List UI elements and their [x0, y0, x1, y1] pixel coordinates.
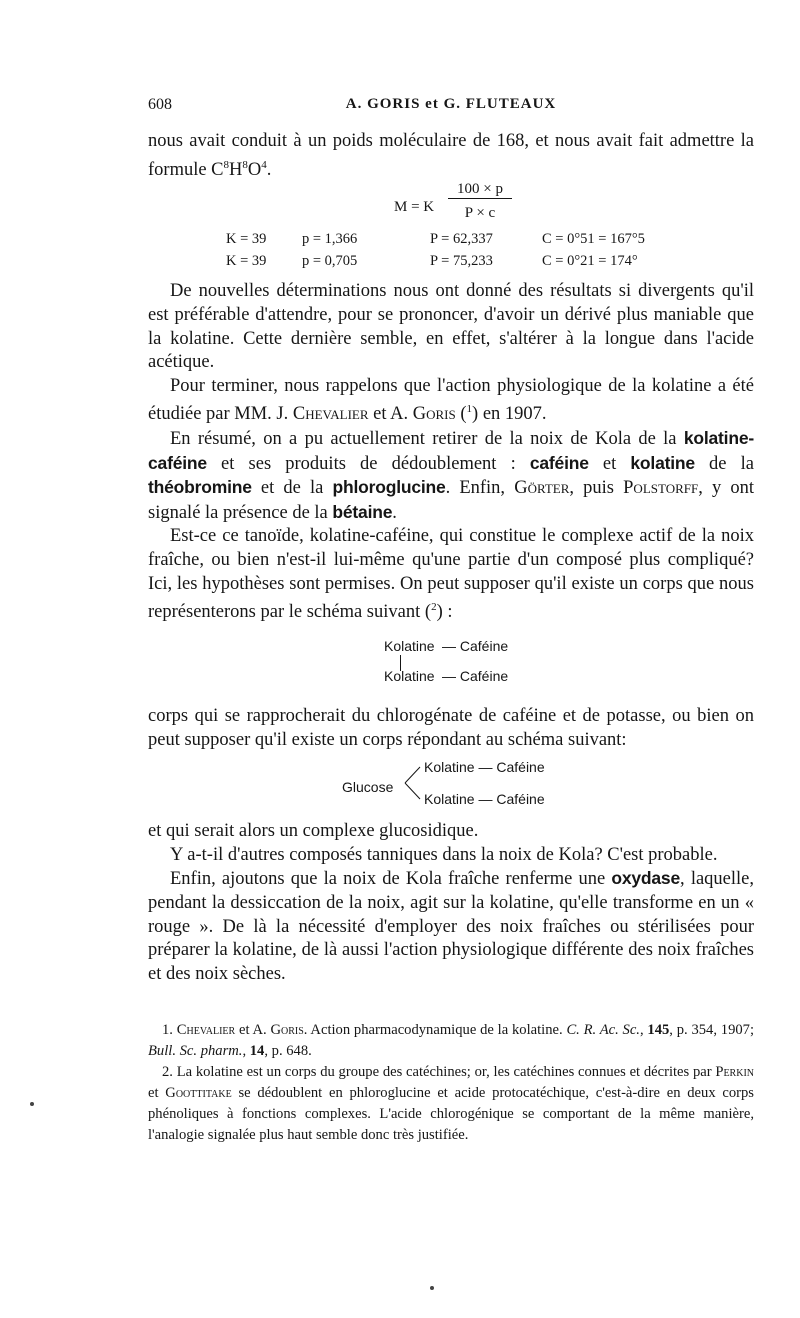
running-title: A. GORIS et G. FLUTEAUX: [345, 96, 557, 112]
page-number: 608: [148, 96, 172, 113]
footnote-2: [148, 1062, 754, 1146]
p3-text-b: et A.: [368, 404, 413, 425]
p4-text-b: et ses produits de dédoublement :: [206, 453, 530, 474]
p1-end: .: [266, 159, 272, 180]
fn1-volume: 145: [647, 1022, 670, 1038]
determinations-table: [148, 228, 754, 280]
p1-mid2: O: [247, 159, 262, 180]
schema1-bottom-left: Kolatine: [384, 667, 435, 684]
body-text: [148, 130, 754, 986]
term-betaine: bétaine: [332, 501, 393, 522]
fn1-chevalier: Chevalier: [176, 1022, 236, 1038]
term-kolatine: kolatine: [630, 452, 695, 473]
fn1-text-f: , p. 648.: [264, 1043, 312, 1059]
fn1-text-a: et A.: [235, 1022, 271, 1038]
p1-sup3: 4: [261, 158, 267, 171]
schema-2: [148, 756, 754, 814]
p1-mid: H: [229, 159, 243, 180]
paragraph-6: corps qui se rapprocherait du chlorogénate de caféine et de potasse, ou bien on peut supposer qu'il existe un corps répondant au schéma suivant:: [148, 705, 754, 750]
author-gorter: Görter: [514, 478, 570, 499]
p5-text: Est-ce ce tanoïde, kolatine-caféine, qui constitue le complexe actif de la noix fraîche, ou bien n'est-il lui-même qu'une partie d'un composé plus compliqué? Ici, les hypothèses sont permises. On peut supposer qu'il existe un corps que nous représenterons par le schéma suivant: [148, 526, 754, 623]
fraction-bar: [448, 198, 512, 199]
fn1-volume-2: 14: [249, 1043, 265, 1059]
paragraph-9: [148, 867, 754, 986]
footnote-ref-2: 2: [431, 601, 437, 614]
formula-lhs: M = K: [394, 199, 435, 216]
term-oxydase: oxydase: [611, 868, 681, 889]
author-chevalier: Chevalier: [292, 404, 369, 425]
paragraph-5: Est-ce ce tanoïde, kolatine-caféine, qui constitue le complexe actif de la noix fraîche, ou bien n'est-il lui-même qu'une partie d'un composé plus compliqué? Ici, les hypothèses sont permises. On peut supposer qu'il existe un corps que nous représenterons par le schéma suivant ($^2$) :: [148, 526, 754, 623]
term-phloroglucine: phloroglucine: [332, 477, 446, 498]
fn1-text-e: ,: [242, 1043, 250, 1059]
p4-text-e: et de la: [251, 478, 333, 499]
schema2-branch-lines: [402, 762, 424, 804]
fn1-text-d: , p. 354, 1907;: [669, 1022, 755, 1038]
table-cell-p: p = 1,366: [302, 231, 358, 248]
table-cell-c: C = 0°21 = 174°: [542, 253, 638, 270]
paragraph-7: et qui serait alors un complexe glucosidique.: [148, 821, 479, 842]
running-header: [148, 96, 754, 120]
fn1-goris: Goris: [270, 1022, 304, 1038]
table-cell-k: K = 39: [226, 253, 267, 270]
table-cell-c: C = 0°51 = 167°5: [542, 231, 645, 248]
schema-1: [148, 631, 754, 697]
scan-speck: [430, 1286, 434, 1290]
fn2-text-a: La kolatine est un corps du groupe des catéchines; or, les catéchines connues et décrites par: [176, 1064, 716, 1080]
author-polstorff: Polstorff: [623, 478, 699, 499]
fn2-perkin: Perkin: [715, 1064, 754, 1080]
fn1-journal-cr: C. R. Ac. Sc.: [566, 1022, 640, 1038]
footnote-2-number: 2.: [162, 1064, 173, 1080]
term-cafeine: caféine: [529, 452, 589, 473]
p4-text-d: de la: [694, 453, 754, 474]
p1-text: nous avait conduit à un poids moléculaire de 168, et nous avait fait admettre la formule C: [148, 131, 754, 180]
table-cell-p: p = 0,705: [302, 253, 358, 270]
fn2-text-b: et: [148, 1085, 166, 1101]
fn2-text-c: se dédoublent en phloroglucine et acide protocatéchique, c'est-à-dire en deux corps phénoliques à fonctions complexes. L'acide chlorogénique se comportant de la même manière, l'analogie signalée plus haut semble donc très justifiée.: [148, 1085, 754, 1143]
paragraph-4: [148, 427, 754, 525]
p3-text: Pour terminer, nous rappelons que l'action physiologique de la kolatine a été étudiée par MM. J.: [148, 375, 754, 425]
fn1-text-c: ,: [639, 1022, 648, 1038]
p4-text-i: .: [392, 502, 397, 523]
p4-text-c: et: [588, 453, 631, 474]
schema1-bottom-right: — Caféine: [442, 667, 509, 684]
p1-sup2: 8: [242, 158, 248, 171]
schema2-glucose: Glucose: [342, 779, 394, 796]
schema2-top-chain: Kolatine — Caféine: [424, 759, 545, 776]
p5-text-b: :: [442, 602, 453, 623]
p3-text-c: en 1907.: [478, 404, 547, 425]
table-row: [148, 228, 754, 250]
fn1-journal-bull: Bull. Sc. pharm.: [148, 1043, 243, 1059]
schema1-top-left: Kolatine: [384, 637, 435, 654]
p4-text-f: . Enfin,: [445, 478, 515, 499]
term-theobromine: théobromine: [148, 477, 252, 498]
table-cell-k: K = 39: [226, 231, 267, 248]
p4-text-h: , y ont signalé la présence de la: [148, 478, 754, 523]
footnotes: [148, 1020, 754, 1146]
p4-text-g: , puis: [569, 478, 624, 499]
formula-numerator: 100 × p: [457, 181, 503, 198]
molecular-weight-formula: [148, 182, 754, 228]
table-cell-big-p: P = 62,337: [430, 231, 493, 248]
p9-text-b: , laquelle, pendant la dessiccation de la noix, agit sur la kolatine, qu'elle transforme en un « rouge ». De là la nécessité d'employer des noix fraîches ou stérilisées pour préparer la kolatine, de là aussi l'action physiologique différente des noix fraîches et des noix sèches.: [148, 869, 754, 984]
footnote-ref-1: 1: [466, 403, 473, 416]
table-row: [148, 250, 754, 272]
term-kolatine-cafeine: kolatine-caféine: [148, 428, 754, 473]
p1-sup1: 8: [223, 158, 230, 171]
paragraph-8: Y a-t-il d'autres composés tanniques dans la noix de Kola? C'est probable.: [170, 844, 718, 865]
scan-speck: [30, 1102, 34, 1106]
author-goris: Goris: [412, 404, 456, 425]
schema1-top-right: — Caféine: [442, 637, 509, 654]
paragraph-1: [148, 130, 754, 182]
fn2-goottitake: Goottitake: [165, 1085, 232, 1101]
formula-denominator: P × c: [464, 205, 496, 222]
footnote-1-number: 1.: [162, 1022, 173, 1038]
p4-text: En résumé, on a pu actuellement retirer de la noix de Kola de la: [170, 429, 684, 450]
schema2-bottom-chain: Kolatine — Caféine: [424, 791, 545, 808]
paragraph-2: De nouvelles déterminations nous ont donné des résultats si divergents qu'il est préférable d'attendre, pour se prononcer, d'avoir un dérivé plus maniable que la kolatine. Cette dernière semble, en effet, s'altérer à la longue dans l'acide acétique.: [148, 281, 754, 373]
fn1-text-b: . Action pharmacodynamique de la kolatine.: [303, 1022, 567, 1038]
footnote-1: [148, 1020, 754, 1062]
table-cell-big-p: P = 75,233: [430, 253, 493, 270]
p9-text: Enfin, ajoutons que la noix de Kola fraîche renferme une: [170, 869, 612, 890]
paragraph-3: Pour terminer, nous rappelons que l'action physiologique de la kolatine a été étudiée par MM. J. Chevalier et A. Goris ($^1$) en 1907.: [148, 375, 754, 425]
